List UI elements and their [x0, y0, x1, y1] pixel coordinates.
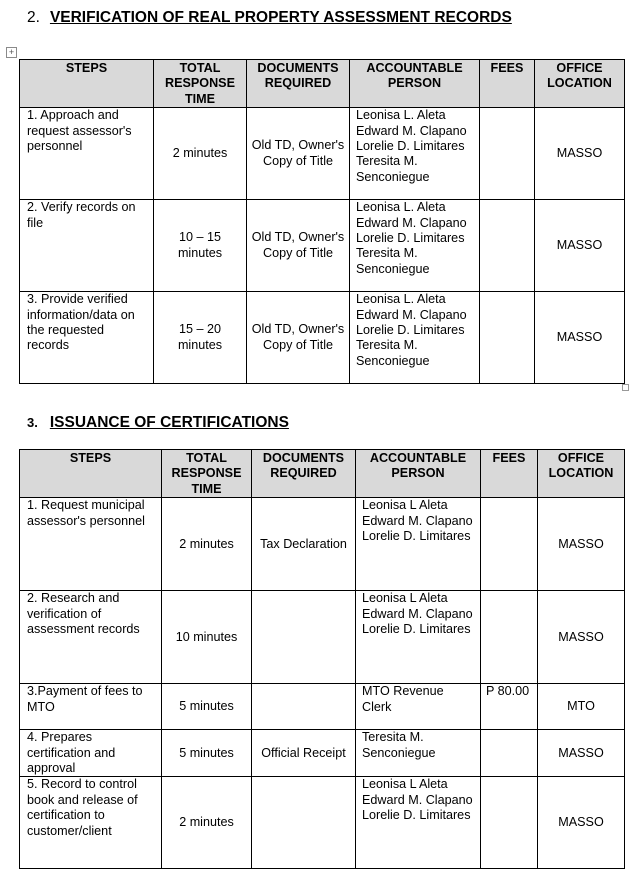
docs-cell: Old TD, Owner's Copy of Title [247, 200, 350, 292]
office-cell: MASSO [538, 777, 625, 869]
person-cell [356, 591, 481, 684]
section-2-number: 2. [27, 9, 40, 26]
header-accountable-person: ACCOUNTABLE PERSON [356, 450, 481, 498]
person-name: Lorelie D. Limitares [356, 231, 465, 246]
time-cell: 2 minutes [162, 498, 252, 591]
table-row [20, 200, 625, 292]
person-cell [350, 200, 480, 292]
office-cell: MASSO [538, 730, 625, 777]
person-name: Lorelie D. Limitares [362, 529, 471, 544]
person-name: Teresita M. Senconiegue [356, 338, 430, 368]
person-name: Edward M. Clapano [362, 792, 473, 807]
time-cell: 2 minutes [154, 108, 247, 200]
time-cell: 2 minutes [162, 777, 252, 869]
fees-cell [480, 200, 535, 292]
table-header-row [20, 60, 625, 108]
fees-cell [480, 108, 535, 200]
header-documents-required: DOCUMENTS REQUIRED [247, 60, 350, 108]
table-row [20, 730, 625, 777]
person-name: Teresita M. Senconiegue [356, 246, 430, 276]
header-office-location: OFFICE LOCATION [538, 450, 625, 498]
person-cell [356, 777, 481, 869]
header-documents-required: DOCUMENTS REQUIRED [252, 450, 356, 498]
person-name: Teresita M. Senconiegue [362, 730, 436, 760]
person-name: Leonisa L Aleta [362, 591, 448, 606]
time-cell: 10 – 15 minutes [154, 200, 247, 292]
person-cell [356, 498, 481, 591]
docs-cell: Tax Declaration [252, 498, 356, 591]
section-2-title: VERIFICATION OF REAL PROPERTY ASSESSMENT RECORDS [49, 9, 512, 26]
docs-cell: Official Receipt [252, 730, 356, 777]
office-cell: MASSO [535, 200, 625, 292]
person-name: Leonisa L Aleta [362, 777, 448, 792]
table-resize-handle[interactable] [622, 384, 629, 391]
table-row [20, 777, 625, 869]
fees-cell: P 80.00 [481, 684, 538, 730]
step-cell: 2. Verify records on file [20, 200, 154, 292]
time-cell: 5 minutes [162, 684, 252, 730]
step-cell: 1. Request municipal assessor's personnel [20, 498, 162, 591]
table-row [20, 684, 625, 730]
header-accountable-person: ACCOUNTABLE PERSON [350, 60, 480, 108]
header-steps: STEPS [20, 60, 154, 108]
docs-cell: Old TD, Owner's Copy of Title [247, 108, 350, 200]
step-cell: 5. Record to control book and release of certification to customer/client [20, 777, 162, 869]
person-name: Leonisa L. Aleta [356, 292, 446, 307]
table-row [20, 108, 625, 200]
header-steps: STEPS [20, 450, 162, 498]
table-row [20, 591, 625, 684]
person-cell [356, 730, 481, 777]
person-name: Teresita M. Senconiegue [356, 154, 430, 184]
person-cell [350, 108, 480, 200]
office-cell: MASSO [535, 108, 625, 200]
fees-cell [481, 498, 538, 591]
person-name: Lorelie D. Limitares [362, 622, 471, 637]
person-name: Edward M. Clapano [356, 123, 467, 138]
step-cell: 4. Prepares certification and approval [20, 730, 162, 777]
person-name: Lorelie D. Limitares [356, 139, 465, 154]
office-cell: MTO [538, 684, 625, 730]
fees-cell [481, 777, 538, 869]
header-total-response-time: TOTAL RESPONSE TIME [162, 450, 252, 498]
fees-cell [481, 591, 538, 684]
section-2-heading [27, 9, 512, 27]
verification-table [19, 59, 625, 384]
person-name: Leonisa L Aleta [362, 498, 448, 513]
docs-cell [252, 591, 356, 684]
header-office-location: OFFICE LOCATION [535, 60, 625, 108]
step-cell: 3.Payment of fees to MTO [20, 684, 162, 730]
header-fees: FEES [481, 450, 538, 498]
docs-cell [252, 777, 356, 869]
time-cell: 10 minutes [162, 591, 252, 684]
person-cell [350, 292, 480, 384]
office-cell: MASSO [535, 292, 625, 384]
person-name: Leonisa L. Aleta [356, 200, 446, 215]
section-3-heading [27, 414, 289, 432]
step-cell: 3. Provide verified information/data on the requested records [20, 292, 154, 384]
table-row [20, 292, 625, 384]
fees-cell [481, 730, 538, 777]
docs-cell [252, 684, 356, 730]
certifications-table [19, 449, 625, 869]
step-cell: 2. Research and verification of assessment records [20, 591, 162, 684]
time-cell: 15 – 20 minutes [154, 292, 247, 384]
table-move-handle-icon[interactable]: + [6, 47, 17, 58]
person-name: MTO Revenue Clerk [362, 684, 444, 714]
table-row [20, 498, 625, 591]
office-cell: MASSO [538, 591, 625, 684]
section-3-number: 3. [27, 415, 38, 430]
section-3-title: ISSUANCE OF CERTIFICATIONS [49, 414, 289, 431]
person-cell [356, 684, 481, 730]
header-fees: FEES [480, 60, 535, 108]
person-name: Edward M. Clapano [362, 606, 473, 621]
fees-cell [480, 292, 535, 384]
person-name: Edward M. Clapano [362, 513, 473, 528]
office-cell: MASSO [538, 498, 625, 591]
step-cell: 1. Approach and request assessor's personnel [20, 108, 154, 200]
person-name: Leonisa L. Aleta [356, 108, 446, 123]
table-header-row [20, 450, 625, 498]
header-total-response-time: TOTAL RESPONSE TIME [154, 60, 247, 108]
person-name: Lorelie D. Limitares [356, 323, 465, 338]
person-name: Edward M. Clapano [356, 307, 467, 322]
person-name: Edward M. Clapano [356, 215, 467, 230]
person-name: Lorelie D. Limitares [362, 808, 471, 823]
docs-cell: Old TD, Owner's Copy of Title [247, 292, 350, 384]
time-cell: 5 minutes [162, 730, 252, 777]
